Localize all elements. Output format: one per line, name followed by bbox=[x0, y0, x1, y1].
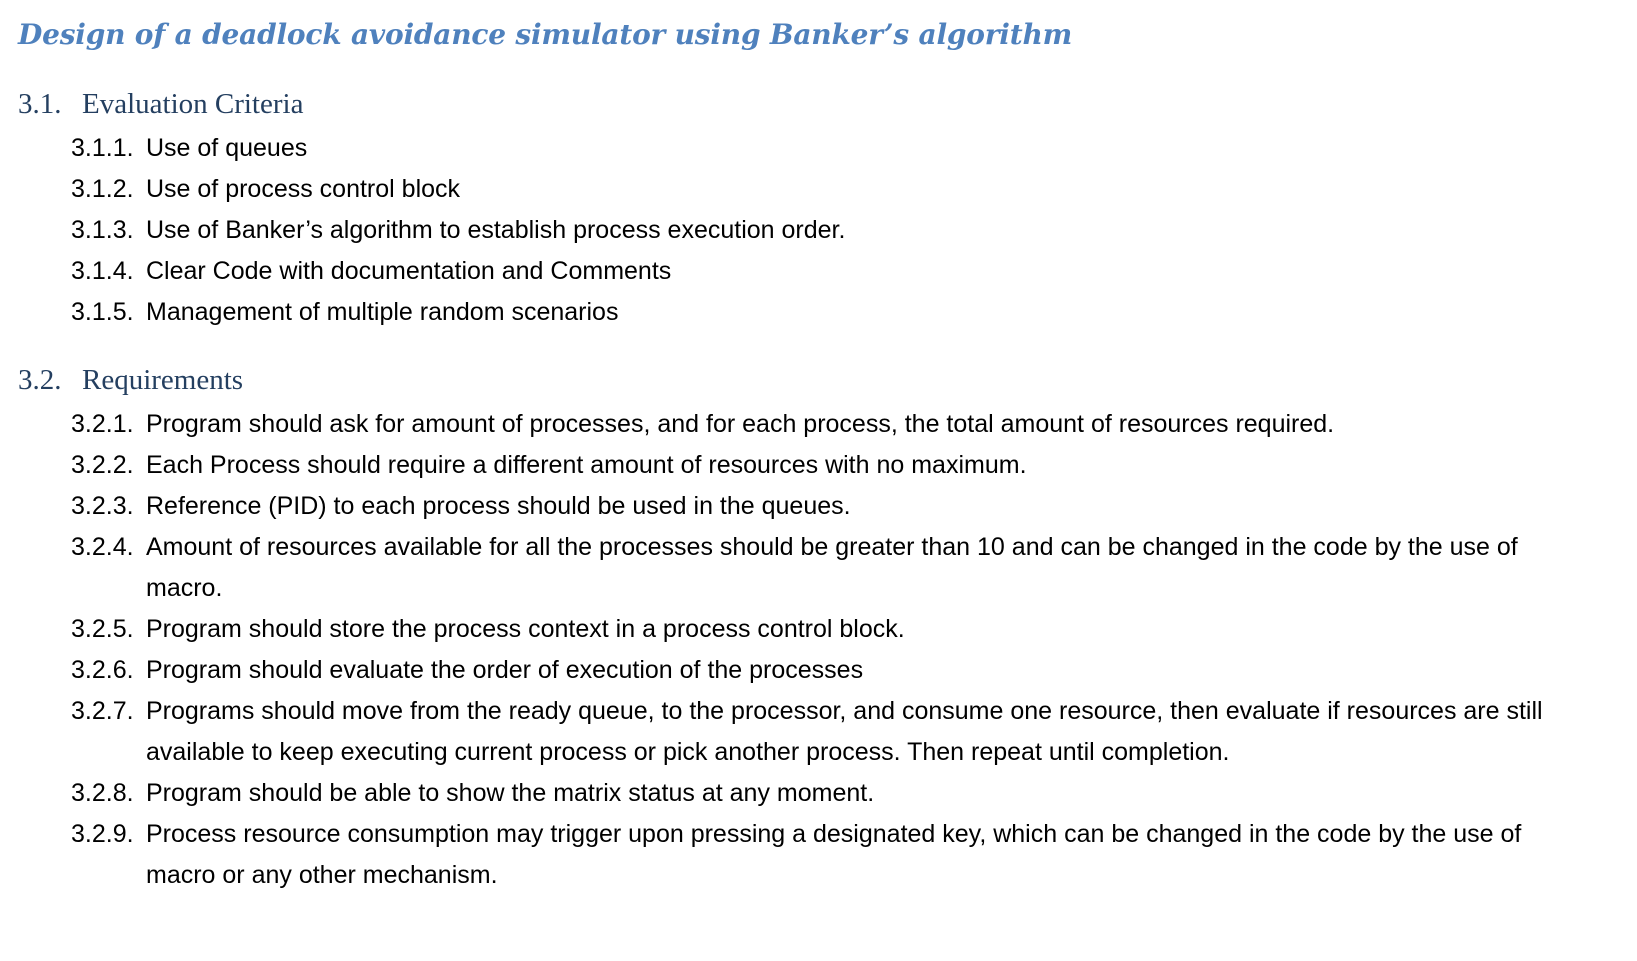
item-number: 3.2.9. bbox=[71, 820, 134, 848]
list-item bbox=[0, 609, 1546, 650]
item-number: 3.2.6. bbox=[71, 656, 134, 684]
list-item bbox=[0, 251, 1546, 292]
section-heading bbox=[18, 364, 243, 397]
section-heading bbox=[18, 88, 303, 121]
document-title: Design of a deadlock avoidance simulator using Banker’s algorithm bbox=[18, 18, 1073, 51]
list-item bbox=[0, 486, 1546, 527]
list-item bbox=[0, 210, 1546, 251]
item-text: Amount of resources available for all the processes should be greater than 10 and can be changed in the code by the use of macro. bbox=[146, 533, 1518, 602]
list-item bbox=[0, 527, 1546, 609]
list-item bbox=[0, 169, 1546, 210]
item-text: Program should store the process context in a process control block. bbox=[146, 615, 905, 643]
list-item bbox=[0, 691, 1546, 773]
list-item bbox=[0, 292, 1546, 333]
item-number: 3.1.2. bbox=[71, 175, 134, 203]
item-text: Program should evaluate the order of execution of the processes bbox=[146, 656, 864, 684]
item-number: 3.1.1. bbox=[71, 134, 134, 162]
item-text: Use of queues bbox=[146, 134, 308, 162]
list-item bbox=[0, 445, 1546, 486]
requirements-list bbox=[0, 404, 1637, 896]
list-item bbox=[0, 650, 1546, 691]
item-text: Use of Banker’s algorithm to establish process execution order. bbox=[146, 216, 846, 244]
item-number: 3.2.4. bbox=[71, 533, 134, 561]
item-number: 3.2.8. bbox=[71, 779, 134, 807]
item-text: Programs should move from the ready queue, to the processor, and consume one resource, then evaluate if resources are still available to keep executing current process or pick another process. Then repeat until completion. bbox=[146, 697, 1543, 766]
item-number: 3.2.2. bbox=[71, 451, 134, 479]
list-item bbox=[0, 773, 1546, 814]
item-text: Program should be able to show the matrix status at any moment. bbox=[146, 779, 875, 807]
item-number: 3.1.5. bbox=[71, 298, 134, 326]
item-number: 3.1.4. bbox=[71, 257, 134, 285]
item-number: 3.2.7. bbox=[71, 697, 134, 725]
item-number: 3.2.1. bbox=[71, 410, 134, 438]
list-item bbox=[0, 814, 1546, 896]
item-text: Management of multiple random scenarios bbox=[146, 298, 619, 326]
section-number: 3.1. bbox=[18, 88, 62, 120]
item-text: Each Process should require a different amount of resources with no maximum. bbox=[146, 451, 1027, 479]
criteria-list bbox=[0, 128, 1637, 333]
item-number: 3.2.5. bbox=[71, 615, 134, 643]
list-item bbox=[0, 404, 1546, 445]
section-title: Requirements bbox=[82, 364, 244, 396]
item-text: Process resource consumption may trigger upon pressing a designated key, which can be changed in the code by the use of macro or any other mechanism. bbox=[146, 820, 1522, 889]
item-text: Use of process control block bbox=[146, 175, 461, 203]
item-number: 3.2.3. bbox=[71, 492, 134, 520]
item-text: Reference (PID) to each process should be used in the queues. bbox=[146, 492, 851, 520]
item-text: Clear Code with documentation and Comments bbox=[146, 257, 672, 285]
item-text: Program should ask for amount of processes, and for each process, the total amount of resources required. bbox=[146, 410, 1335, 438]
item-number: 3.1.3. bbox=[71, 216, 134, 244]
section-number: 3.2. bbox=[18, 364, 62, 396]
list-item bbox=[0, 128, 1546, 169]
section-title: Evaluation Criteria bbox=[82, 88, 304, 120]
